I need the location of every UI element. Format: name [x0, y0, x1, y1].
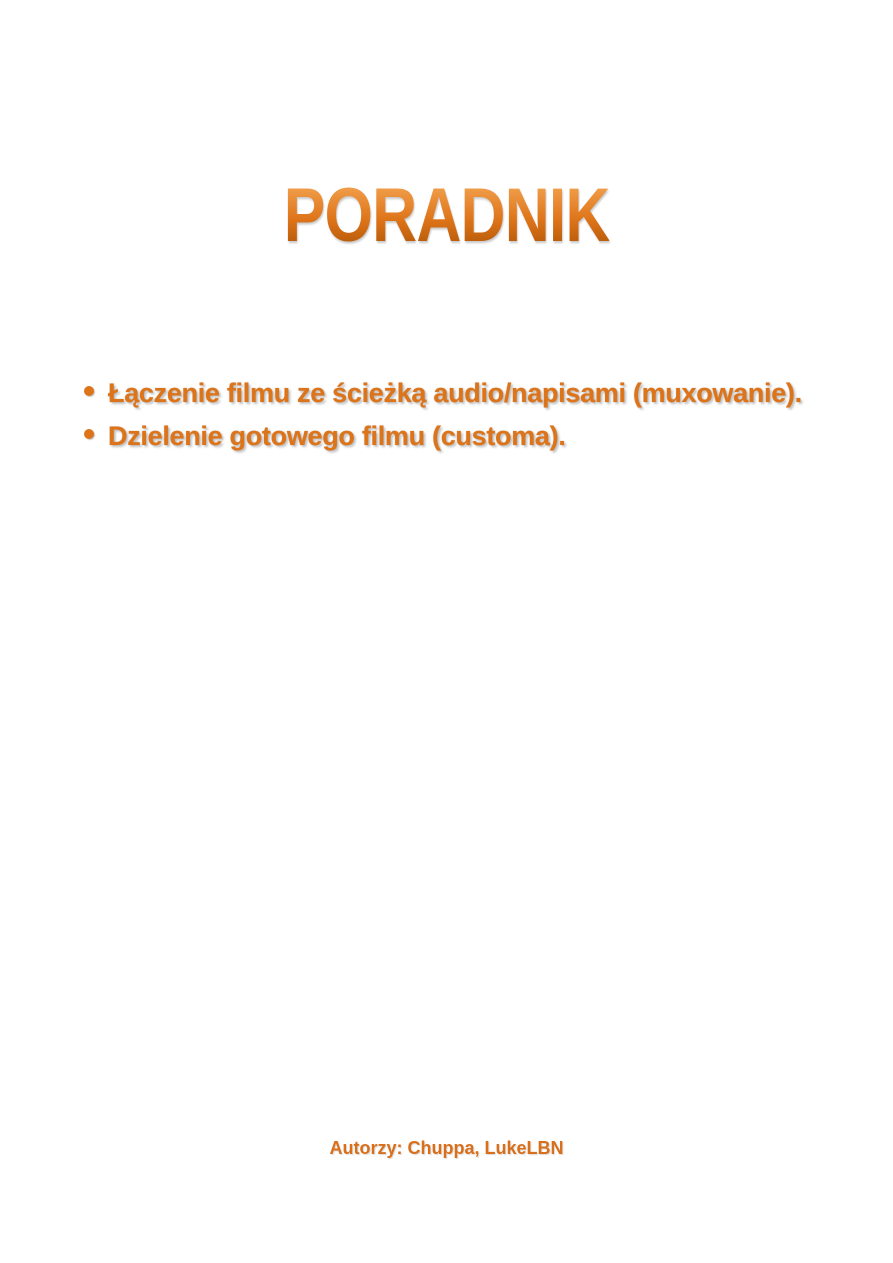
bullet-item-text: Łączenie filmu ze ścieżką audio/napisami (muxowanie). [108, 378, 802, 408]
bullet-icon [84, 429, 94, 439]
page-title: PORADNIK [283, 173, 610, 258]
bullet-list [84, 372, 853, 458]
bullet-icon [84, 386, 94, 396]
list-item [84, 372, 853, 415]
authors-line: Autorzy: Chuppa, LukeLBN [329, 1138, 564, 1158]
title-container [0, 173, 893, 258]
bullet-item-text: Dzielenie gotowego filmu (customa). [108, 421, 566, 451]
list-item [84, 415, 853, 458]
